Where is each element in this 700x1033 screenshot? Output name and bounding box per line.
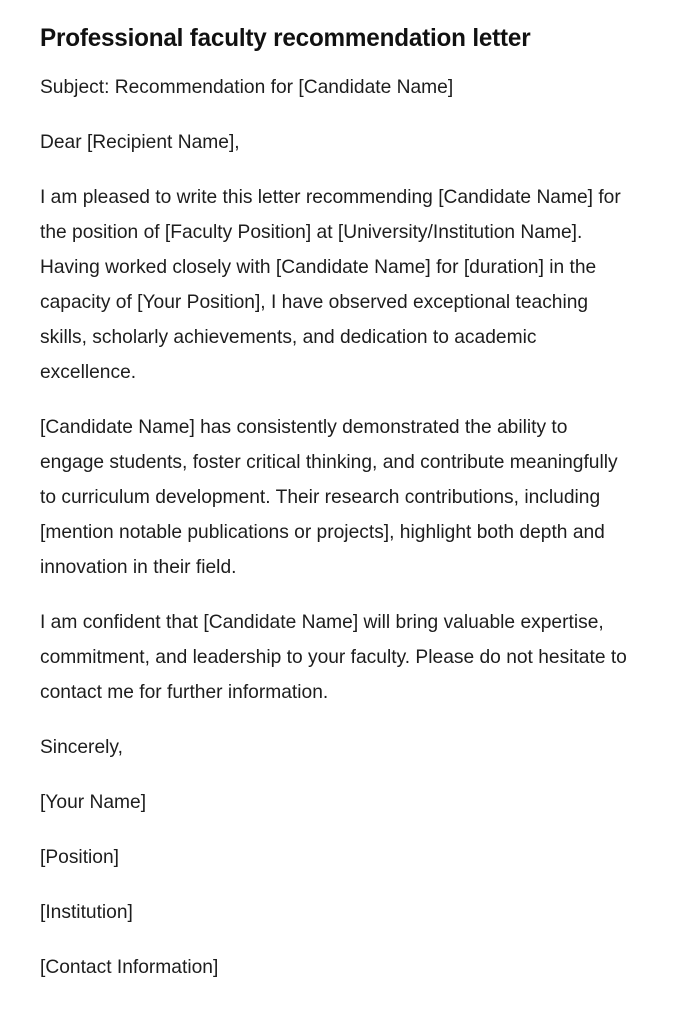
signature-institution: [Institution]: [40, 901, 133, 923]
signature-contact-information: [Contact Information]: [40, 956, 219, 978]
salutation: Dear [Recipient Name],: [40, 131, 240, 153]
signature-position: [Position]: [40, 846, 120, 868]
page-title: Professional faculty recommendation letter: [40, 24, 531, 52]
body-paragraph-2: [Candidate Name] has consistently demonstrated the ability to engage students, foster critical thinking, and contribute meaningfully to curriculum development. Their research contributions, including [mention notable publications or projects], highlight both depth and innovation in their field.: [40, 416, 618, 578]
body-paragraph-3: I am confident that [Candidate Name] will bring valuable expertise, commitment, and leadership to your faculty. Please do not hesitate to contact me for further information.: [40, 611, 627, 703]
closing-line: Sincerely,: [40, 736, 123, 758]
signature-your-name: [Your Name]: [40, 791, 147, 813]
subject-line: Subject: Recommendation for [Candidate Name]: [40, 76, 454, 98]
body-paragraph-1: I am pleased to write this letter recommending [Candidate Name] for the position of [Faculty Position] at [University/Institution Name]. Having worked closely with [Candidate Name] for [duration] in the capacity of [Your Position], I have observed exceptional teaching skills, scholarly achievements, and dedication to academic excellence.: [40, 186, 621, 383]
